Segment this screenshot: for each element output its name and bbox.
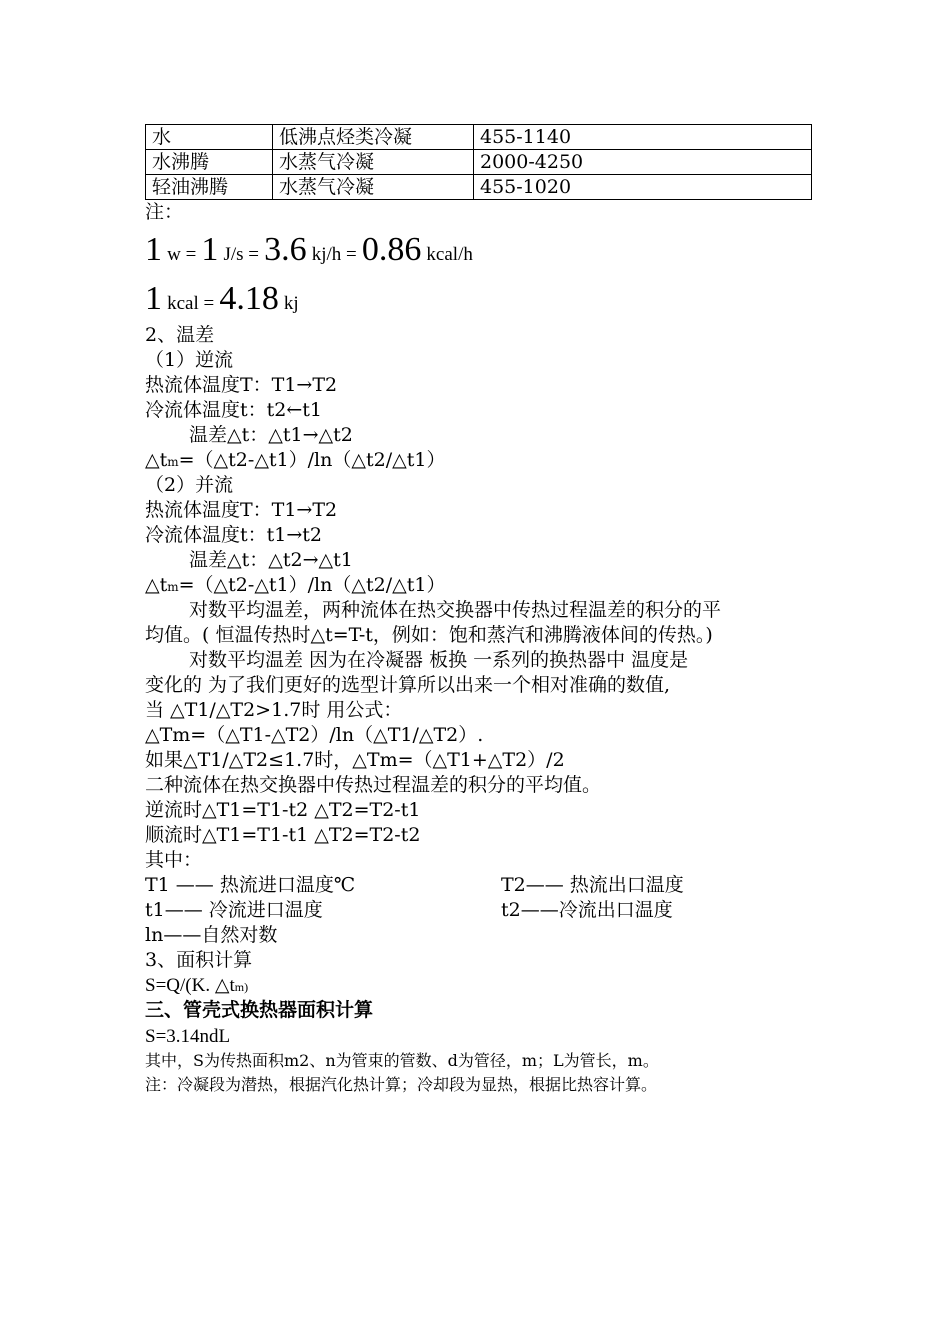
paragraph-line: 均值。( 恒温传热时△t=T-t，例如：饱和蒸汽和沸腾液体间的传热。) [145,624,713,646]
text-line: 热流体温度T：T1→T2 [145,499,338,521]
table-cell: 轻油沸腾 [146,175,273,200]
formula-line: S=3.14ndL [145,1026,231,1047]
formula-part: △t [145,574,168,596]
legend-row [145,898,813,923]
text-line: 冷流体温度t：t2←t1 [145,399,323,421]
legend-item: t2——冷流出口温度 [501,899,673,921]
text-line: 冷流体温度t：t1→t2 [145,524,323,546]
table-cell: 水蒸气冷凝 [273,175,474,200]
unit-value: 1 [201,231,219,268]
table-cell: 455-1020 [474,175,812,200]
formula-subscript: m [167,455,179,469]
note-line: 注：冷凝段为潜热，根据汽化热计算；冷却段为显热，根据比热容计算。 [145,1075,658,1094]
legend-row [145,873,813,898]
unit-label: w = [167,244,197,265]
table-row [146,150,812,175]
unit-value: 3.6 [264,231,307,268]
unit-value: 0.86 [361,231,422,268]
unit-conversion-energy [145,274,813,323]
section-title: 3、面积计算 [145,949,253,971]
formula-part: =（△t2-△t1）/ln（△t2/△t1） [178,449,446,471]
formula-line [145,573,813,598]
unit-label: kcal/h [426,244,473,265]
unit-label: kj/h = [311,244,357,265]
formula-part: S=Q/(K. △t [145,975,235,996]
text-line: 温差△t：△t1→△t2 [189,424,353,446]
text-line: ln——自然对数 [145,924,278,946]
text-line: 顺流时△T1=T1-t1 △T2=T2-t2 [145,824,421,846]
formula-part: △t [145,449,168,471]
unit-conversion-power [145,225,813,274]
text-line: 其中，S为传热面积m2、n为管束的管数、d为管径，m；L为管长，m。 [145,1051,659,1070]
unit-value: 4.18 [219,280,279,317]
text-line: 热流体温度T：T1→T2 [145,374,338,396]
table-cell: 低沸点烃类冷凝 [273,125,474,150]
unit-label: J/s = [223,244,260,265]
formula-line [145,448,813,473]
text-line: 逆流时△T1=T1-t2 △T2=T2-t1 [145,799,421,821]
paragraph-line: 当 △T1/△T2>1.7时 用公式： [145,699,403,721]
section-title: 2、温差 [145,324,215,346]
text-line: 其中： [145,849,203,871]
legend-item: T2—— 热流出口温度 [501,874,684,896]
unit-label: kj [283,293,299,314]
section-heading: 三、管壳式换热器面积计算 [145,999,374,1021]
formula-line [145,973,813,998]
heat-transfer-table [145,124,812,200]
unit-label: kcal = [167,293,215,314]
table-cell: 水沸腾 [146,150,273,175]
unit-value: 1 [145,280,162,317]
table-cell: 水 [146,125,273,150]
subsection-title: （2）并流 [145,474,234,496]
formula-subscript: m) [234,980,249,994]
table-row [146,175,812,200]
table-cell: 455-1140 [474,125,812,150]
formula-subscript: m [167,580,179,594]
legend-item: t1—— 冷流进口温度 [145,899,323,921]
unit-value: 1 [145,231,162,268]
table-cell: 水蒸气冷凝 [273,150,474,175]
table-cell: 2000-4250 [474,150,812,175]
paragraph-line: 对数平均温差，两种流体在热交换器中传热过程温差的积分的平 [189,599,722,621]
table-row [146,125,812,150]
paragraph-line: 对数平均温差 因为在冷凝器 板换 一系列的换热器中 温度是 [189,649,689,671]
document-page [145,124,813,1097]
paragraph-line: 变化的 为了我们更好的选型计算所以出来一个相对准确的数值, [145,674,671,696]
text-line: 温差△t：△t2→△t1 [189,549,353,571]
legend-item: T1 —— 热流进口温度℃ [145,874,356,896]
formula-part: =（△t2-△t1）/ln（△t2/△t1） [178,574,446,596]
formula-line: △Tm=（△T1-△T2）/ln（△T1/△T2）. [145,724,484,746]
text-line: 二种流体在热交换器中传热过程温差的积分的平均值。 [145,774,602,796]
subsection-title: （1）逆流 [145,349,234,371]
formula-line: 如果△T1/△T2≤1.7时，△Tm=（△T1+△T2）/2 [145,749,565,771]
note-label: 注： [145,201,184,223]
